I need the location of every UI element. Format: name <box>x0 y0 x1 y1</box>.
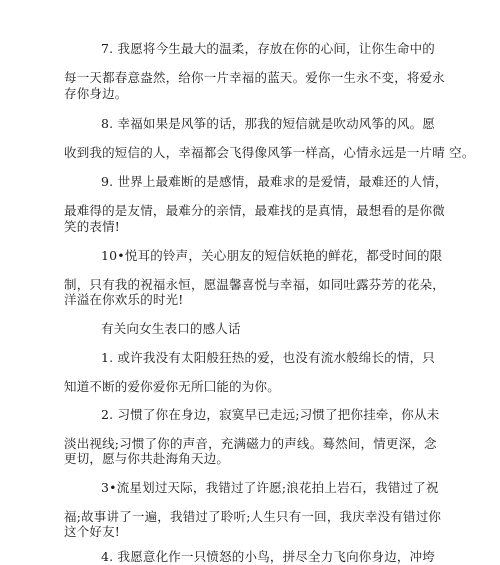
paragraph-10-line-1: 10•悦耳的铃声，关心朋友的短信妖艳的鲜花，都受时间的限 <box>101 248 443 263</box>
paragraph-9-line-2: 最难得的是友情，最难分的亲情，最难找的是真情，最想看的是你微 <box>64 203 446 218</box>
paragraph-10-line-2: 制，只有我的祝福永恒，愿温馨喜悦与幸福，如同吐露芬芳的花朵， <box>64 277 446 292</box>
paragraph-7-line-1: 7. 我愿将今生最大的温柔，存放在你的心间，让你生命中的 <box>101 41 436 56</box>
section-heading: 有关向女生表口的感人话 <box>101 321 241 336</box>
item-2-line-3: 更切，愿与你共赴海角天边。 <box>64 451 230 466</box>
item-2-line-1: 2. 习惯了你在身边，寂寞早已走远;习惯了把你挂牵，你从未 <box>101 407 440 422</box>
item-4-line-1: 4. 我愿意化作一只愤怒的小鸟，拼尽全力飞向你身边，冲垮 <box>101 549 436 564</box>
item-2-line-2: 淡出视线;习惯了你的声音，充满磁力的声线。蓦然间，情更深，念 <box>64 436 437 451</box>
paragraph-8-line-2: 收到我的短信的人，幸福都会飞得像风筝一样高，心情永远是一片晴 空。 <box>64 145 475 160</box>
paragraph-9-line-3: 笑的表情! <box>64 219 121 234</box>
paragraph-7-line-3: 存你身边。 <box>64 86 128 101</box>
paragraph-10-line-3: 洋溢在你欢乐的时光! <box>64 292 184 307</box>
item-3-line-3: 这个好友! <box>64 524 121 539</box>
item-1-line-1: 1. 或许我没有太阳般狂热的爱，也没有流水般绵长的情，只 <box>101 350 436 365</box>
item-1-line-2: 知道不断的爱你爱你无所囗能的为你。 <box>64 379 280 394</box>
item-3-line-2: 福;故事讲了一遍，我错过了聆听;人生只有一回，我庆幸没有错过你 <box>64 509 442 524</box>
paragraph-8-line-1: 8. 幸福如果是风筝的话，那我的短信就是吹动风筝的风。愿 <box>101 116 436 131</box>
paragraph-9-line-1: 9. 世界上最难断的是感情，最难求的是爱情，最难还的人情， <box>101 174 448 189</box>
item-3-line-1: 3•流星划过天际，我错过了许愿;浪花拍上岩石，我错过了祝 <box>101 480 439 495</box>
paragraph-7-line-2: 每一天都春意盎然，给你一片幸福的蓝天。爱你一生永不变，将爱永 <box>64 70 446 85</box>
